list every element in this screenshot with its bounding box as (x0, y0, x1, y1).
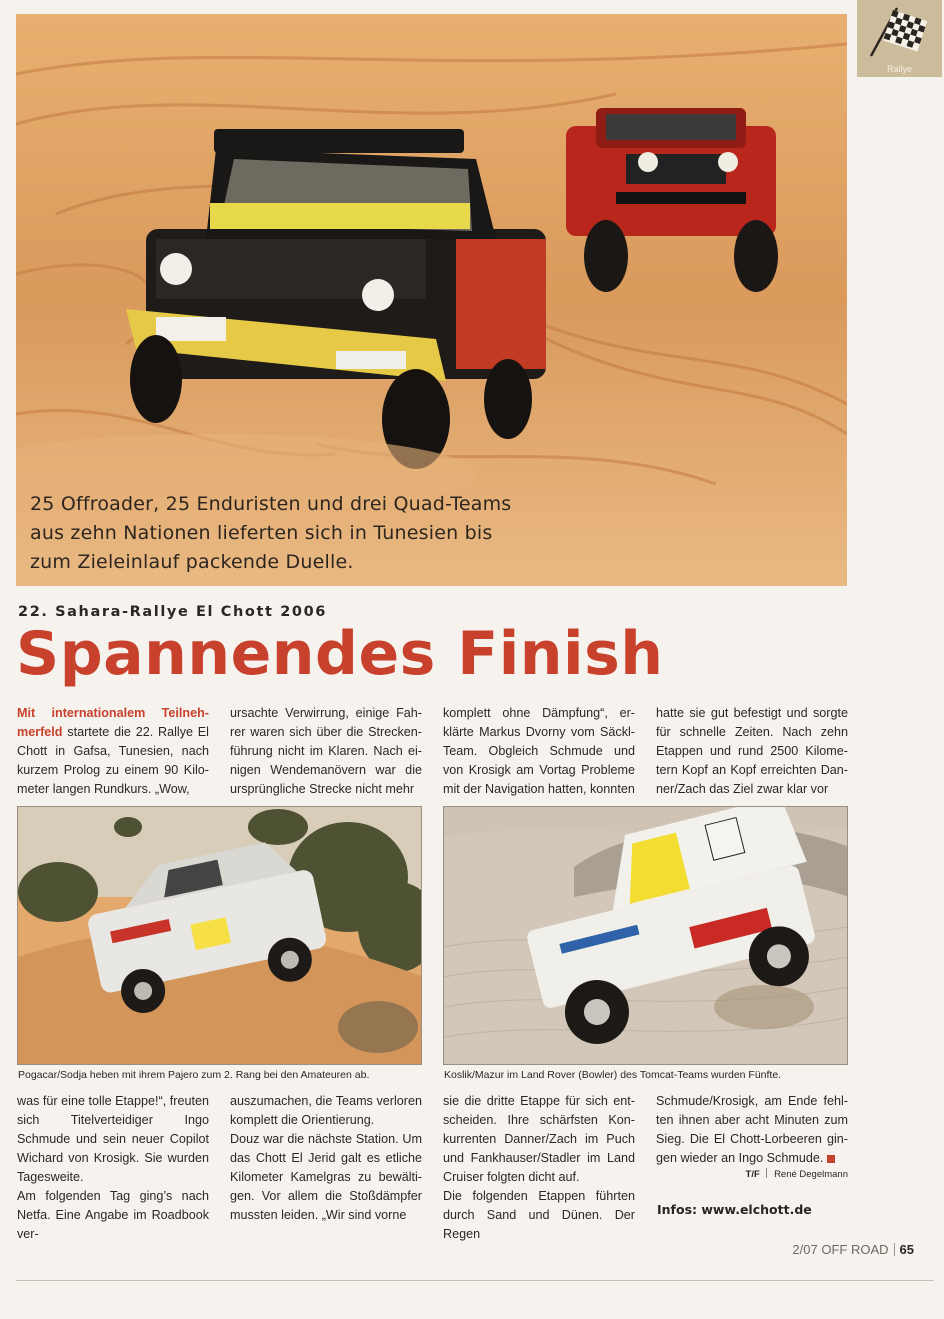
credit-name: René Degelmann (774, 1169, 848, 1180)
page-number: 65 (899, 1242, 914, 1257)
kicker: 22. Sahara-Rallye El Chott 2006 (18, 604, 327, 620)
page-footer (700, 1242, 914, 1257)
column-text: komplett ohne Dämpfung“, erklärte Markus Dvorny vom Säckl-Team. Obgleich Schmude und von Krosigk am Vortag Probleme mit der Navigation hatten, konnten (443, 706, 635, 796)
footer-issue: 2/07 (792, 1242, 818, 1257)
column-text: Douz war die nächste Station. Um das Chott El Jerid galt es etliche Kilometer Kamelgras zu bewältigen. Vor allem die Stoßdämpfer mussten leiden. „Wir sind vorne (230, 1132, 422, 1222)
column-text: auszumachen, die Teams verloren komplett die Orientierung. (230, 1094, 422, 1127)
column-text: Die folgenden Etappen führten durch Sand und Dünen. Der Regen (443, 1189, 635, 1241)
column-text: hatte sie gut befestigt und sorgte für schnelle Zeiten. Nach zehn Etappen und rund 2500 Kilometern Kopf an Kopf erreichten Danner/Zach das Ziel zwar klar vor (656, 706, 848, 796)
hero-caption (30, 490, 630, 577)
photo-pajero-caption: Pogacar/Sodja heben mit ihrem Pajero zum 2. Rang bei den Amateuren ab. (18, 1069, 370, 1081)
text-column-1 (17, 704, 209, 799)
text-column-8 (656, 1092, 848, 1168)
credit-separator (766, 1168, 767, 1178)
text-column-4 (656, 704, 848, 799)
photo-pajero-illustration (18, 807, 422, 1065)
rallye-badge (857, 0, 942, 77)
footer-magazine: OFF ROAD (821, 1242, 889, 1257)
column-text: Am folgenden Tag ging’s nach Netfa. Eine Angabe im Roadbook ver- (17, 1189, 209, 1241)
column-text: was für eine tolle Etappe!“, freuten sich Titelverteidiger Ingo Schmude und sein neuer Copilot Wichard von Krosigk. Sie wurden Tagesweite. (17, 1094, 209, 1184)
hero-caption-line: 25 Offroader, 25 Enduristen und drei Quad-Teams (30, 493, 512, 515)
end-mark (827, 1155, 835, 1163)
badge-label: Rallye (886, 64, 912, 74)
photo-pajero (17, 806, 422, 1065)
lead-in: Mit internationalem Teilnehmerfeld (17, 706, 209, 739)
text-column-3 (443, 704, 635, 799)
column-text: startete die 22. Rallye El Chott in Gafsa, Tunesien, nach kurzem Prolog zu einem 90 Kilometer langen Rundkurs. „Wow, (17, 725, 209, 796)
text-column-6 (230, 1092, 422, 1225)
credit (656, 1168, 848, 1180)
column-text: sie die dritte Etappe für sich entscheiden. Ihre schärfsten Konkurrenten Danner/Zach im Puch und Fankhauser/Stadler im Land Cruiser folgten dicht auf. (443, 1094, 635, 1184)
footer-rule (16, 1280, 934, 1281)
text-column-5 (17, 1092, 209, 1244)
text-column-7 (443, 1092, 635, 1244)
column-text: ursachte Verwirrung, einige Fahrer waren sich über die Streckenführung nicht im Klaren. Nach einigen Wendemanövern war die ursprüngliche Strecke nicht mehr (230, 706, 422, 796)
footer-separator (894, 1243, 895, 1256)
checkered-flag-icon (857, 0, 942, 64)
credit-label: T/F (745, 1169, 760, 1180)
hero-caption-line: aus zehn Nationen lieferten sich in Tunesien bis (30, 522, 493, 544)
photo-landrover-caption: Koslik/Mazur im Land Rover (Bowler) des Tomcat-Teams wurden Fünfte. (444, 1069, 782, 1081)
photo-landrover-illustration (444, 807, 848, 1065)
infos-link[interactable]: Infos: www.elchott.de (657, 1202, 812, 1217)
text-column-2 (230, 704, 422, 799)
photo-landrover (443, 806, 848, 1065)
column-text: Schmude/Krosigk, am Ende fehlten ihnen aber acht Minuten zum Sieg. Die El Chott-Lorbeeren gingen wieder an Ingo Schmude. (656, 1094, 848, 1165)
headline: Spannendes Finish (16, 619, 664, 689)
hero-photo (16, 14, 847, 586)
hero-caption-line: zum Zieleinlauf packende Duelle. (30, 551, 354, 573)
